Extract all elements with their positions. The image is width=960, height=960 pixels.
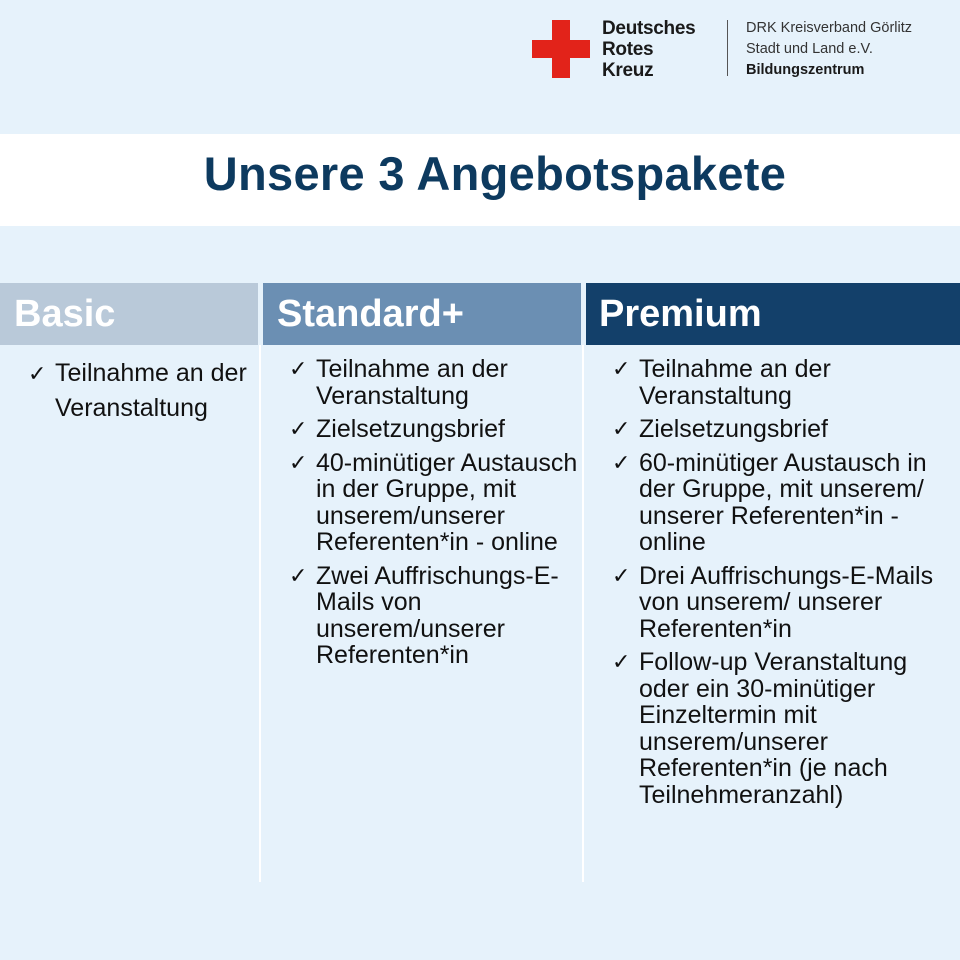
premium-package-header: Premium: [586, 283, 960, 345]
feature-item: [612, 416, 957, 443]
feature-item: [612, 450, 957, 556]
feature-item: [289, 563, 579, 669]
checkmark-icon: ✓: [289, 356, 308, 381]
checkmark-icon: ✓: [612, 416, 631, 441]
feature-text: Zielsetzungsbrief: [639, 415, 828, 443]
feature-item: [612, 649, 957, 808]
checkmark-icon: ✓: [612, 562, 631, 588]
feature-text: Teilnahme an der Veranstaltung: [639, 355, 831, 410]
brand-line: Rotes: [602, 39, 654, 60]
feature-item: [289, 450, 579, 556]
red-cross-logo-icon: [532, 20, 590, 78]
feature-text: 60-minütiger Austausch in der Gruppe, mit unserem/ unserer Referenten*in - online: [639, 448, 927, 556]
page-title: Unsere 3 Angebotspakete: [203, 147, 787, 200]
checkmark-icon: ✓: [612, 356, 631, 381]
brand-name: [602, 18, 722, 81]
feature-text: Zielsetzungsbrief: [316, 415, 505, 443]
brand-line: Kreuz: [602, 60, 654, 81]
feature-item: [289, 416, 579, 443]
feature-item: [289, 356, 579, 409]
basic-package-header: Basic: [0, 283, 258, 345]
checkmark-icon: ✓: [612, 449, 631, 475]
column-divider: [582, 345, 584, 882]
feature-text: Drei Auffrischungs-E-Mails von unserem/ unserer Referenten*in: [639, 561, 934, 643]
checkmark-icon: ✓: [289, 562, 308, 588]
feature-text: Teilnahme an der Veranstaltung: [55, 359, 247, 422]
feature-text: Teilnahme an der Veranstaltung: [316, 355, 508, 410]
checkmark-icon: ✓: [612, 649, 631, 674]
feature-text: Follow-up Veranstaltung oder ein 30-minütiger Einzeltermin mit unserem/unserer Referenten*in (je nach Teilnehmeranzahl): [639, 648, 908, 809]
org-line: DRK Kreisverband Görlitz: [746, 20, 912, 36]
standard-package-header: Standard+: [263, 283, 581, 345]
premium-package-features: [612, 356, 957, 815]
checkmark-icon: ✓: [289, 416, 308, 441]
basic-package-features: [28, 356, 253, 433]
org-line: Stadt und Land e.V.: [746, 41, 873, 57]
brand-line: Deutsches: [602, 18, 696, 39]
logo-divider: [727, 20, 728, 76]
feature-item: [28, 356, 253, 426]
standard-package-features: [289, 356, 579, 676]
org-line: Bildungszentrum: [746, 62, 865, 78]
feature-item: [612, 356, 957, 409]
feature-text: Zwei Auffrischungs-E-Mails von unserem/unserer Referenten*in: [316, 561, 559, 669]
feature-text: 40-minütiger Austausch in der Gruppe, mit unserem/unserer Referenten*in - online: [316, 448, 578, 556]
organization-name: [746, 18, 956, 81]
checkmark-icon: ✓: [289, 449, 308, 475]
column-divider: [259, 345, 261, 882]
feature-item: [612, 563, 957, 643]
checkmark-icon: ✓: [28, 361, 47, 386]
